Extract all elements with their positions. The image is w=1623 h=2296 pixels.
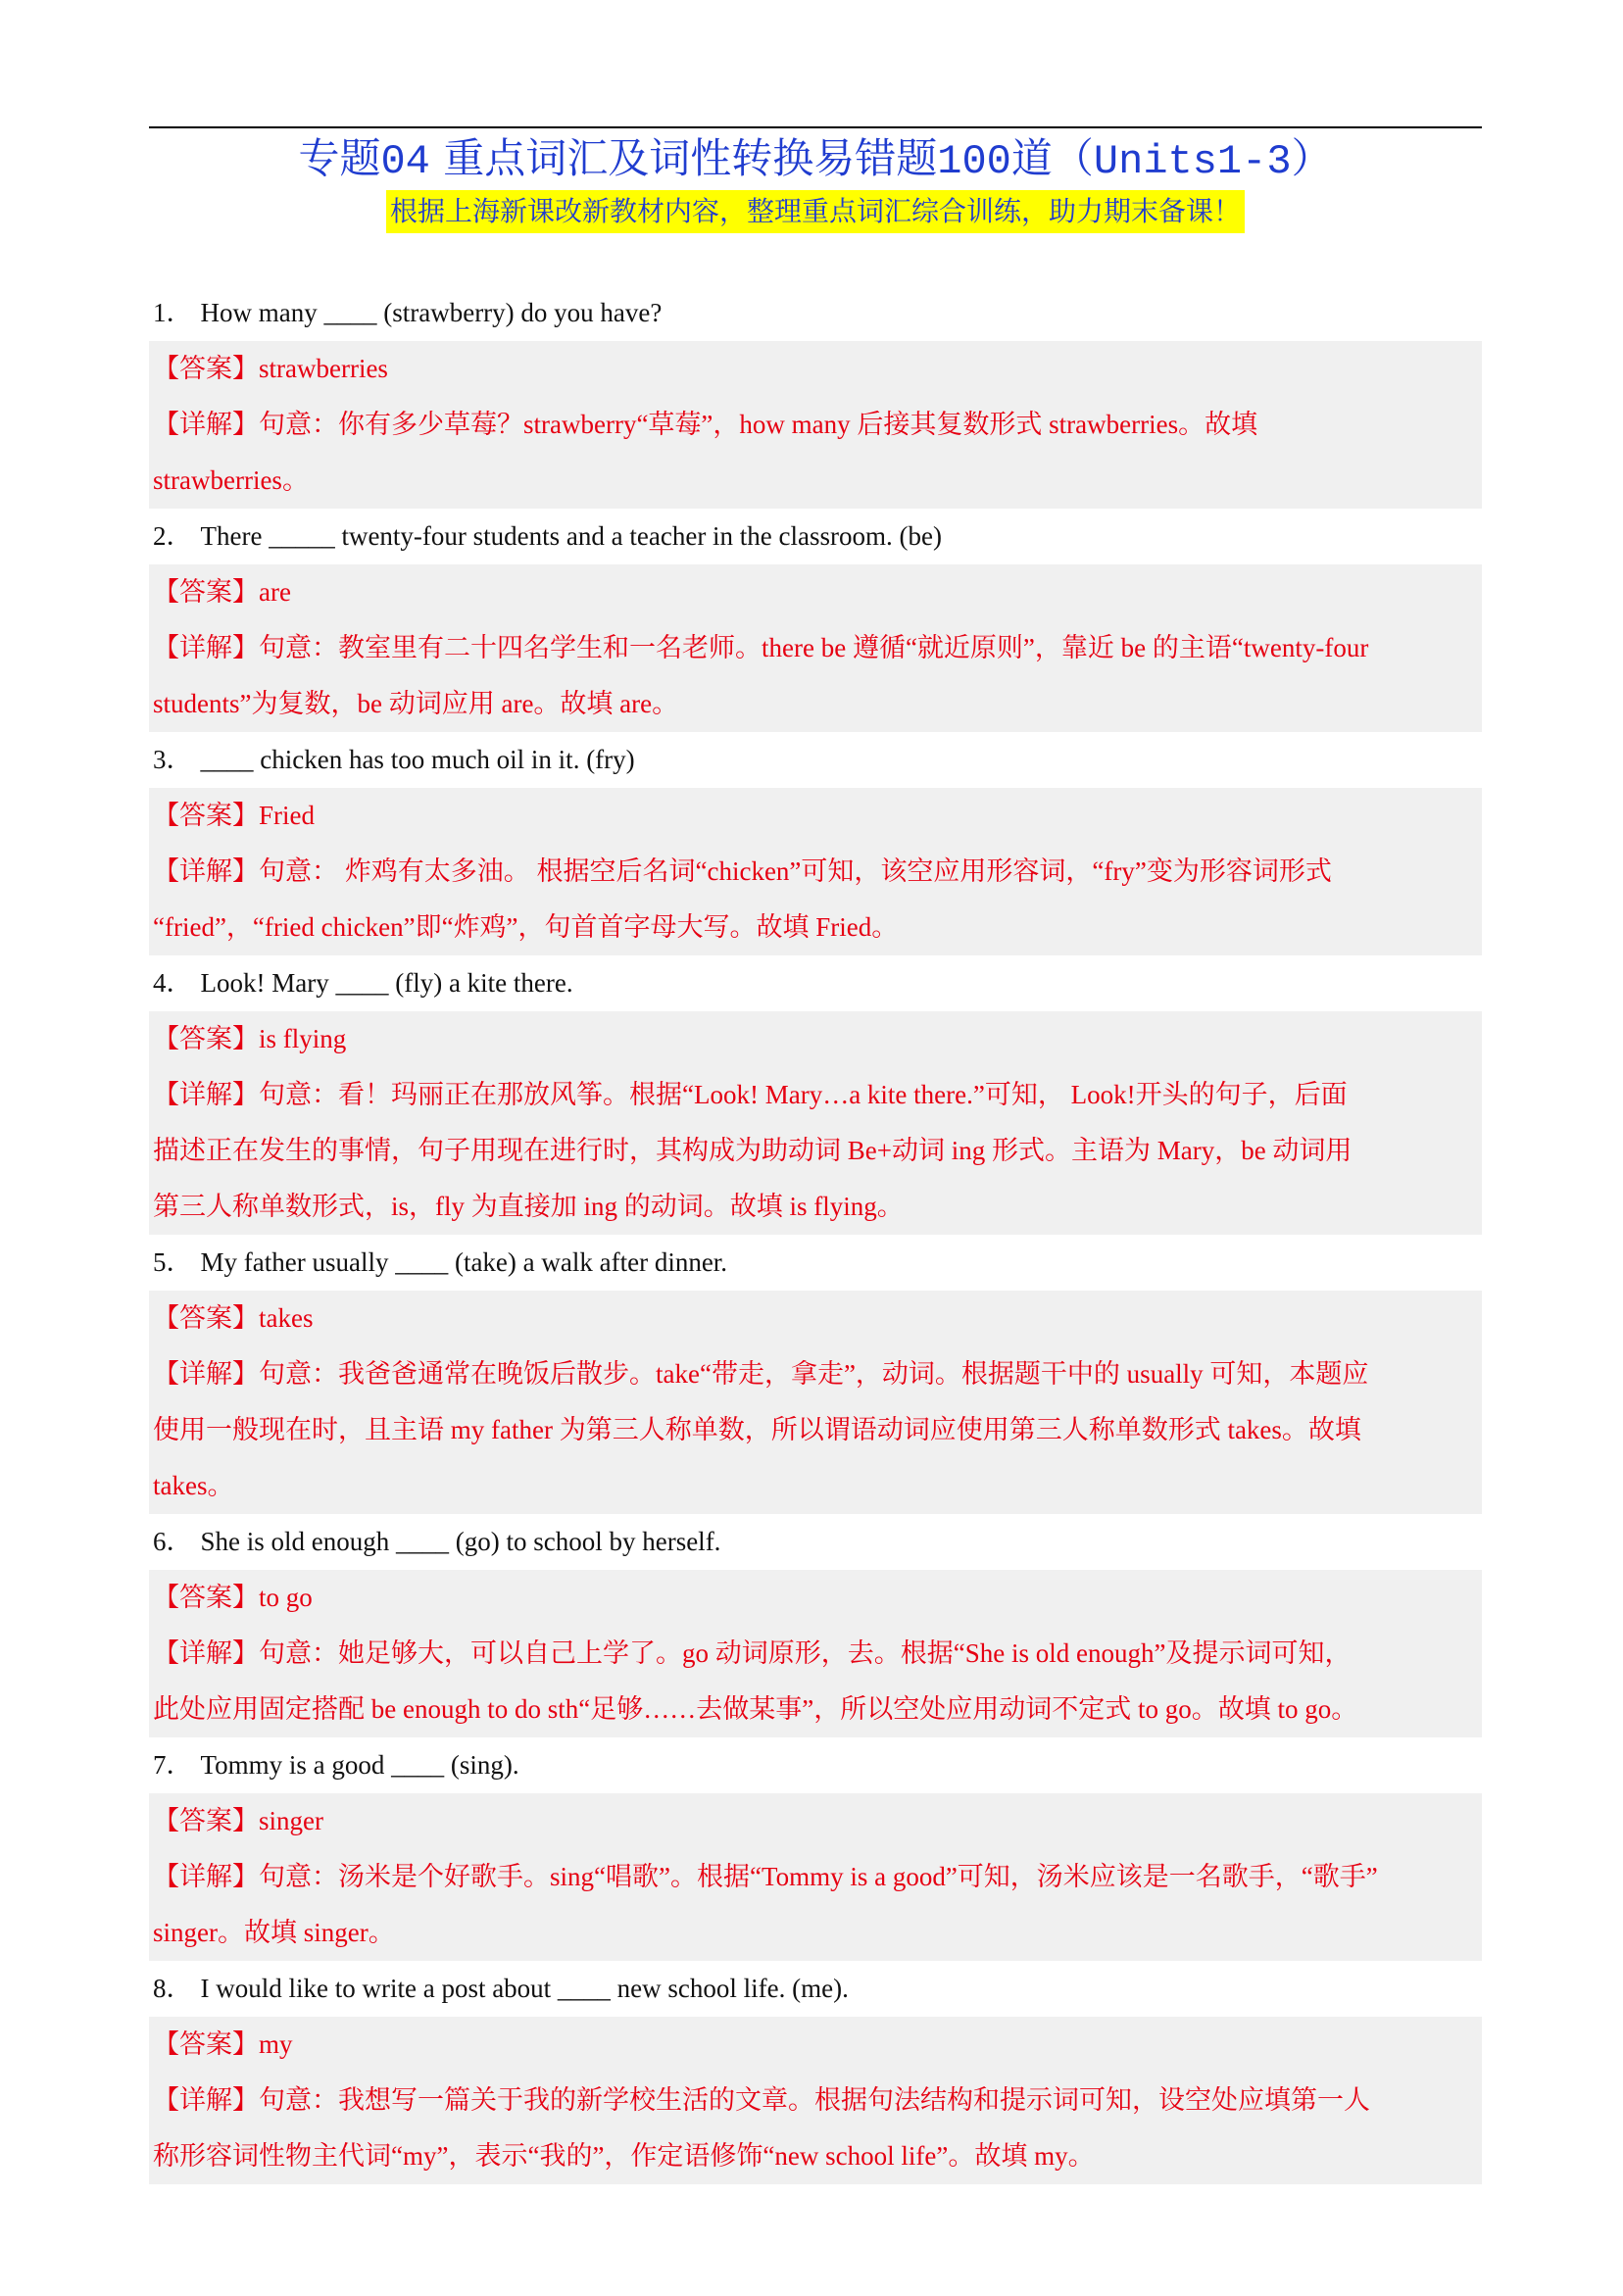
answer-value: my bbox=[259, 2029, 293, 2059]
detail-text: 使用一般现在时，且主语 my father 为第三人称单数，所以谓语动词应使用第三人称单数形式 takes。故填 bbox=[153, 1415, 1361, 1444]
title-count: 100 bbox=[937, 138, 1011, 185]
answer-value: are bbox=[259, 577, 291, 607]
title-dao: 道 bbox=[1010, 134, 1053, 182]
answer-label: 【答案】 bbox=[153, 1303, 259, 1334]
answer-value: to go bbox=[259, 1583, 313, 1612]
question-line bbox=[149, 509, 1482, 564]
detail-label: 【详解】 bbox=[153, 1080, 259, 1110]
answer-line bbox=[149, 1291, 1482, 1346]
title-main: 重点词汇及词性转换易错题 bbox=[443, 134, 938, 182]
detail-text: 称形容词性物主代词“my”，表示“我的”，作定语修饰“new school life”。故填 my。 bbox=[153, 2141, 1095, 2171]
answer-label: 【答案】 bbox=[153, 801, 259, 831]
detail-line bbox=[149, 1123, 1482, 1179]
question-text: My father usually ____ (take) a walk after dinner. bbox=[200, 1247, 728, 1277]
detail-text: strawberries。 bbox=[153, 465, 309, 495]
question-text: How many ____ (strawberry) do you have? bbox=[200, 298, 663, 327]
question-number: 8． bbox=[153, 1974, 193, 2003]
answer-value: Fried bbox=[259, 801, 315, 830]
detail-text: 句意：汤米是个好歌手。sing“唱歌”。根据“Tommy is a good”可知，汤米应该是一名歌手，“歌手” bbox=[259, 1862, 1378, 1891]
detail-line bbox=[149, 620, 1482, 676]
answer-label: 【答案】 bbox=[153, 1806, 259, 1836]
detail-text: 此处应用固定搭配 be enough to do sth“足够……去做某事”，所以空处应用动词不定式 to go。故填 to go。 bbox=[153, 1694, 1358, 1724]
detail-line bbox=[149, 1682, 1482, 1737]
answer-line bbox=[149, 1793, 1482, 1849]
answer-line bbox=[149, 1570, 1482, 1626]
question-text: She is old enough ____ (go) to school by herself. bbox=[200, 1527, 721, 1556]
detail-text: students”为复数，be 动词应用 are。故填 are。 bbox=[153, 689, 679, 718]
header-rule bbox=[149, 126, 1482, 128]
detail-line bbox=[149, 1626, 1482, 1682]
question-number: 1． bbox=[153, 298, 193, 327]
answer-value: is flying bbox=[259, 1024, 347, 1053]
detail-line bbox=[149, 1849, 1482, 1905]
answer-label: 【答案】 bbox=[153, 577, 259, 608]
question-list bbox=[149, 285, 1482, 2184]
question-line bbox=[149, 732, 1482, 788]
question-number: 3． bbox=[153, 745, 193, 774]
detail-text: takes。 bbox=[153, 1471, 234, 1500]
answer-line bbox=[149, 788, 1482, 844]
detail-label: 【详解】 bbox=[153, 633, 259, 663]
detail-line bbox=[149, 2073, 1482, 2128]
answer-block bbox=[149, 564, 1482, 732]
detail-text: 句意：她足够大，可以自己上学了。go 动词原形，去。根据“She is old enough”及提示词可知， bbox=[259, 1638, 1352, 1668]
detail-label: 【详解】 bbox=[153, 1359, 259, 1390]
detail-line bbox=[149, 1067, 1482, 1123]
answer-line bbox=[149, 341, 1482, 397]
detail-text: 句意：看！玛丽正在那放风筝。根据“Look! Mary…a kite there.”可知， Look!开头的句子，后面 bbox=[259, 1080, 1348, 1109]
answer-block bbox=[149, 341, 1482, 509]
detail-label: 【详解】 bbox=[153, 2085, 259, 2116]
detail-text: singer。故填 singer。 bbox=[153, 1918, 395, 1947]
answer-line bbox=[149, 564, 1482, 620]
question-number: 6． bbox=[153, 1527, 193, 1556]
subtitle-row bbox=[149, 190, 1482, 233]
detail-line bbox=[149, 1346, 1482, 1402]
detail-line bbox=[149, 1458, 1482, 1514]
question-text: There _____ twenty-four students and a teacher in the classroom. (be) bbox=[200, 521, 942, 551]
answer-label: 【答案】 bbox=[153, 1583, 259, 1613]
detail-line bbox=[149, 2128, 1482, 2184]
question-number: 2． bbox=[153, 521, 193, 551]
question-text: ____ chicken has too much oil in it. (fry) bbox=[200, 745, 635, 774]
answer-value: strawberries bbox=[259, 354, 388, 383]
detail-text: 句意：教室里有二十四名学生和一名老师。there be 遵循“就近原则”，靠近 be 的主语“twenty-four bbox=[259, 633, 1369, 662]
question-number: 5． bbox=[153, 1247, 193, 1277]
detail-text: 句意：我想写一篇关于我的新学校生活的文章。根据句法结构和提示词可知，设空处应填第一人 bbox=[259, 2085, 1370, 2115]
answer-block bbox=[149, 1291, 1482, 1514]
detail-text: 句意：我爸爸通常在晚饭后散步。take“带走，拿走”，动词。根据题干中的 usually 可知，本题应 bbox=[259, 1359, 1369, 1389]
question-line bbox=[149, 1514, 1482, 1570]
answer-block bbox=[149, 1793, 1482, 1961]
answer-label: 【答案】 bbox=[153, 2029, 259, 2060]
question-line bbox=[149, 285, 1482, 341]
question-text: Look! Mary ____ (fly) a kite there. bbox=[200, 968, 573, 998]
detail-line bbox=[149, 844, 1482, 900]
answer-block bbox=[149, 788, 1482, 955]
answer-block bbox=[149, 2017, 1482, 2184]
detail-label: 【详解】 bbox=[153, 1638, 259, 1669]
detail-line bbox=[149, 453, 1482, 509]
detail-text: 描述正在发生的事情，句子用现在进行时，其构成为助动词 Be+动词 ing 形式。主语为 Mary，be 动词用 bbox=[153, 1136, 1352, 1165]
answer-line bbox=[149, 2017, 1482, 2073]
answer-label: 【答案】 bbox=[153, 354, 259, 384]
question-line bbox=[149, 1235, 1482, 1291]
question-line bbox=[149, 955, 1482, 1011]
answer-value: singer bbox=[259, 1806, 323, 1835]
detail-text: 第三人称单数形式，is，fly 为直接加 ing 的动词。故填 is flying。 bbox=[153, 1192, 904, 1221]
page-subtitle: 根据上海新课改新教材内容，整理重点词汇综合训练，助力期末备课！ bbox=[386, 190, 1245, 233]
answer-line bbox=[149, 1011, 1482, 1067]
title-num: 04 bbox=[380, 138, 430, 185]
question-line bbox=[149, 1961, 1482, 2017]
title-prefix: 专题 bbox=[298, 134, 381, 182]
answer-block bbox=[149, 1570, 1482, 1737]
detail-line bbox=[149, 1179, 1482, 1235]
detail-text: 句意：你有多少草莓？strawberry“草莓”，how many 后接其复数形式 strawberries。故填 bbox=[259, 410, 1258, 439]
page-title bbox=[149, 131, 1482, 189]
detail-label: 【详解】 bbox=[153, 410, 259, 440]
question-line bbox=[149, 1737, 1482, 1793]
detail-line bbox=[149, 397, 1482, 453]
question-number: 4． bbox=[153, 968, 193, 998]
detail-text: “fried”，“fried chicken”即“炸鸡”，句首首字母大写。故填 Fried。 bbox=[153, 912, 899, 942]
detail-label: 【详解】 bbox=[153, 856, 259, 887]
question-text: I would like to write a post about ____ new school life. (me). bbox=[200, 1974, 849, 2003]
question-number: 7． bbox=[153, 1750, 193, 1780]
question-text: Tommy is a good ____ (sing). bbox=[200, 1750, 519, 1780]
answer-label: 【答案】 bbox=[153, 1024, 259, 1054]
answer-block bbox=[149, 1011, 1482, 1235]
detail-line bbox=[149, 676, 1482, 732]
title-units: （Units1-3） bbox=[1052, 138, 1333, 185]
detail-line bbox=[149, 1402, 1482, 1458]
detail-text: 句意： 炸鸡有太多油。 根据空后名词“chicken”可知，该空应用形容词，“fry”变为形容词形式 bbox=[259, 856, 1332, 886]
detail-label: 【详解】 bbox=[153, 1862, 259, 1892]
detail-line bbox=[149, 1905, 1482, 1961]
detail-line bbox=[149, 900, 1482, 955]
answer-value: takes bbox=[259, 1303, 314, 1333]
